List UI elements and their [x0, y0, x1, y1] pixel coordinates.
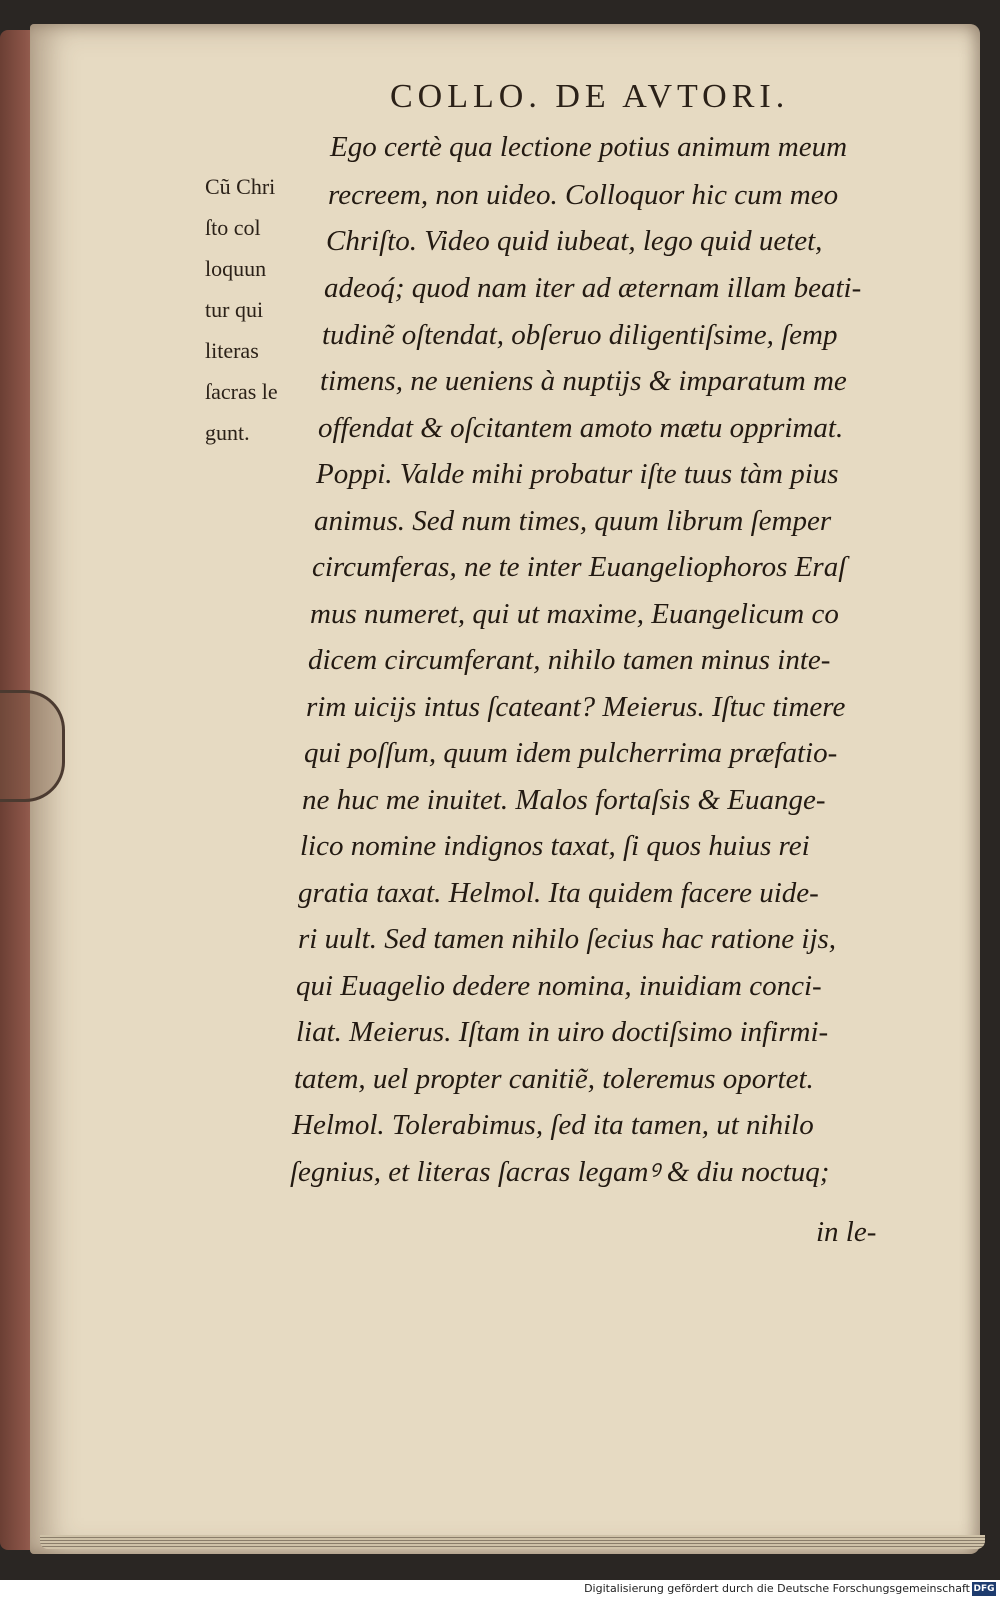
margin-note-line: literas	[205, 338, 259, 363]
text-line: rim uicijs intus ſcateant? Meierus. Iſtuc timere	[306, 691, 846, 723]
catchword: in le-	[816, 1216, 877, 1248]
footer-credit: Digitalisierung gefördert durch die Deutsche Forschungsgemeinschaft	[584, 1582, 970, 1595]
text-line: recreem, non uideo. Colloquor hic cum meo	[328, 179, 839, 211]
margin-note-line: loquun	[205, 256, 267, 281]
margin-note-line: ſto col	[205, 215, 261, 240]
margin-note-line: tur qui	[205, 297, 264, 322]
margin-note-line: Cũ Chri	[205, 174, 276, 199]
margin-note-line: ſacras le	[205, 379, 278, 404]
text-line: ne huc me inuitet. Malos fortaſsis & Euange-	[302, 784, 826, 816]
text-line: Helmol. Tolerabimus, ſed ita tamen, ut nihilo	[292, 1109, 814, 1141]
text-line: qui Euagelio dedere nomina, inuidiam conci-	[296, 970, 822, 1002]
text-line: timens, ne ueniens à nuptijs & imparatum me	[320, 365, 847, 397]
text-line: tatem, uel propter canitiẽ, toleremus oportet.	[294, 1063, 814, 1095]
text-line: lico nomine indignos taxat, ſi quos huius rei	[300, 830, 810, 862]
text-line: circumferas, ne te inter Euangeliophoros Eraſ	[312, 551, 847, 583]
text-line: animus. Sed num times, quum librum ſemper	[314, 505, 832, 537]
text-line: Chriſto. Video quid iubeat, lego quid uetet,	[326, 225, 823, 257]
text-line: ri uult. Sed tamen nihilo ſecius hac ratione ijs,	[298, 923, 837, 955]
running-head: COLLO. DE AVTORI.	[390, 78, 790, 115]
text-line: liat. Meierus. Iſtam in uiro doctiſsimo infirmi-	[296, 1016, 829, 1048]
text-line: dicem circumferant, nihilo tamen minus inte-	[308, 644, 831, 676]
text-line: offendat & oſcitantem amoto mætu opprimat.	[318, 412, 844, 444]
text-line: adeoq́; quod nam iter ad æternam illam beati-	[324, 272, 862, 304]
text-line: Ego certè qua lectione potius animum meum	[330, 131, 848, 163]
text-line: tudinẽ oſtendat, obſeruo diligentiſsime, ſemp	[322, 319, 838, 351]
text-line: Poppi. Valde mihi probatur iſte tuus tàm pius	[316, 458, 839, 490]
margin-note-line: gunt.	[205, 420, 250, 445]
text-line: qui poſſum, quum idem pulcherrima præfatio-	[304, 737, 838, 769]
text-line: ſegnius, et literas ſacras legamꝰ & diu noctuq;	[290, 1156, 830, 1188]
text-line: gratia taxat. Helmol. Ita quidem facere uide-	[298, 877, 819, 909]
dfg-logo[interactable]: DFG	[973, 1584, 995, 1594]
text-line: mus numeret, qui ut maxime, Euangelicum co	[310, 598, 839, 630]
